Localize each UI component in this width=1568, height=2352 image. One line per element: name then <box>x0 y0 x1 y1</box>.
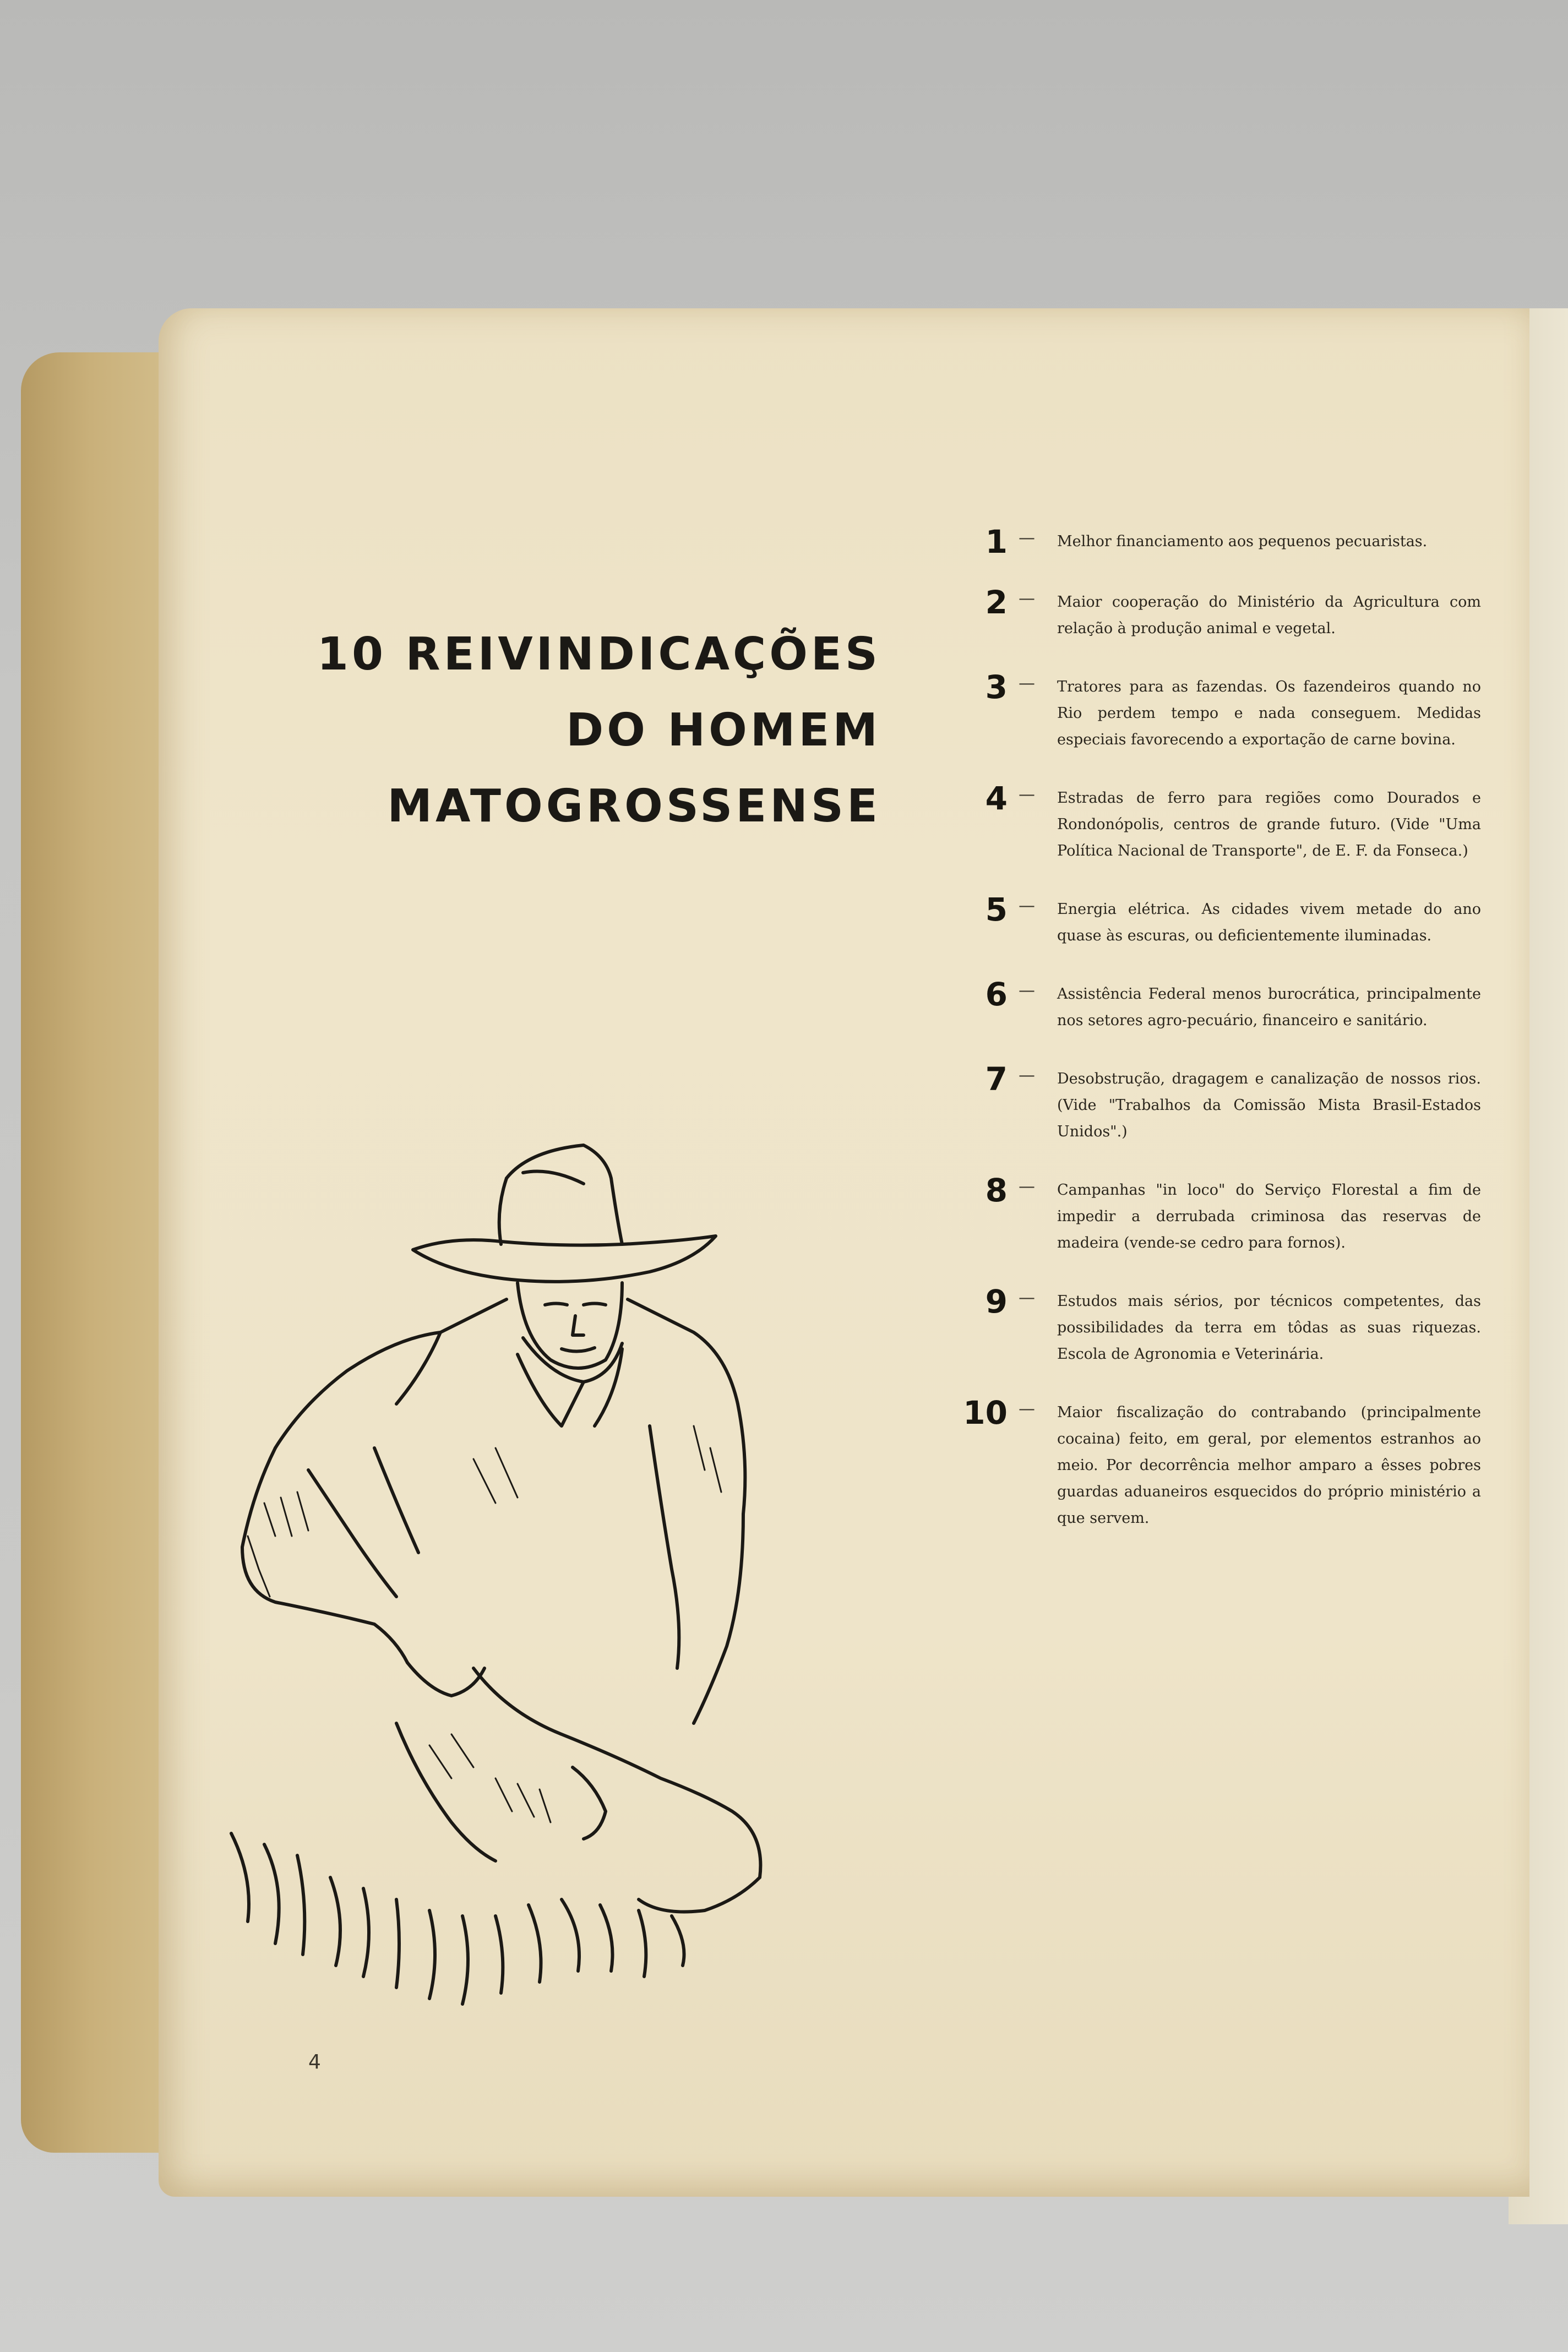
item-dash: — <box>1019 1177 1035 1196</box>
item-text: Melhor financiamento aos pequenos pecuaristas. <box>1057 533 1428 550</box>
list-item <box>974 780 1481 864</box>
item-number: 3 <box>985 668 1008 706</box>
item-text: Maior fiscalização do contrabando (principalmente cocaina) feito, em geral, por elementos estranhos ao meio. Por decorrência melhor amparo a êsses pobres guardas aduaneiros esquecidos do próprio ministério a que servem. <box>1057 1404 1481 1527</box>
item-number: 7 <box>985 1060 1008 1098</box>
item-text: Assistência Federal menos burocrática, principalmente nos setores agro-pecuário, financeiro e sanitário. <box>1057 986 1481 1029</box>
list-item <box>974 668 1481 753</box>
item-text: Campanhas "in loco" do Serviço Florestal a fim de impedir a derrubada criminosa das reservas de madeira (vende-se cedro para fornos). <box>1057 1182 1481 1251</box>
item-number: 10 <box>963 1394 1008 1431</box>
list-item <box>963 1394 1481 1532</box>
title-line-2: DO HOMEM <box>566 704 881 756</box>
page-title <box>317 617 881 845</box>
page-number: 4 <box>308 2051 321 2073</box>
item-text: Estudos mais sérios, por técnicos competentes, das possibilidades da terra em tôdas as suas riquezas. Escola de Agronomia e Veterinária. <box>1057 1293 1481 1363</box>
list-item <box>974 891 1481 949</box>
item-text: Desobstrução, dragagem e canalização de nossos rios. (Vide "Trabalhos da Comissão Mista Brasil-Estados Unidos".) <box>1057 1070 1481 1140</box>
list-item <box>974 584 1481 642</box>
item-dash: — <box>1019 529 1035 548</box>
item-number: 8 <box>985 1172 1008 1209</box>
farmer-sketch-illustration <box>165 1118 897 2043</box>
list-item <box>974 1172 1481 1256</box>
title-line-3: MATOGROSSENSE <box>387 780 881 832</box>
item-text: Maior cooperação do Ministério da Agricultura com relação à produção animal e vegetal. <box>1057 594 1481 637</box>
item-dash: — <box>1019 981 1035 1000</box>
item-text: Energia elétrica. As cidades vivem metade do ano quase às escuras, ou deficientemente iluminadas. <box>1057 901 1481 944</box>
item-dash: — <box>1019 1288 1035 1308</box>
item-number: 5 <box>985 891 1008 928</box>
demands-list <box>963 523 1481 1532</box>
item-dash: — <box>1019 785 1035 804</box>
list-item <box>974 976 1481 1034</box>
list-item <box>974 523 1481 560</box>
item-dash: — <box>1019 896 1035 916</box>
item-number: 4 <box>985 780 1008 817</box>
item-text: Tratores para as fazendas. Os fazendeiros quando no Rio perdem tempo e nada conseguem. Medidas especiais favorecendo a exportação de carne bovina. <box>1057 678 1481 748</box>
item-dash: — <box>1019 674 1035 693</box>
item-number: 2 <box>985 584 1008 621</box>
item-number: 6 <box>985 976 1008 1013</box>
list-item <box>974 1283 1481 1368</box>
list-item <box>974 1060 1481 1145</box>
title-line-1: 10 REIVINDICAÇÕES <box>317 628 881 680</box>
item-text: Estradas de ferro para regiões como Dourados e Rondonópolis, centros de grande futuro. (Vide "Uma Política Nacional de Transporte", de E. F. da Fonseca.) <box>1057 790 1481 859</box>
item-number: 9 <box>985 1283 1008 1320</box>
item-dash: — <box>1019 589 1035 608</box>
item-dash: — <box>1019 1400 1035 1419</box>
item-dash: — <box>1019 1066 1035 1085</box>
item-number: 1 <box>985 523 1008 560</box>
